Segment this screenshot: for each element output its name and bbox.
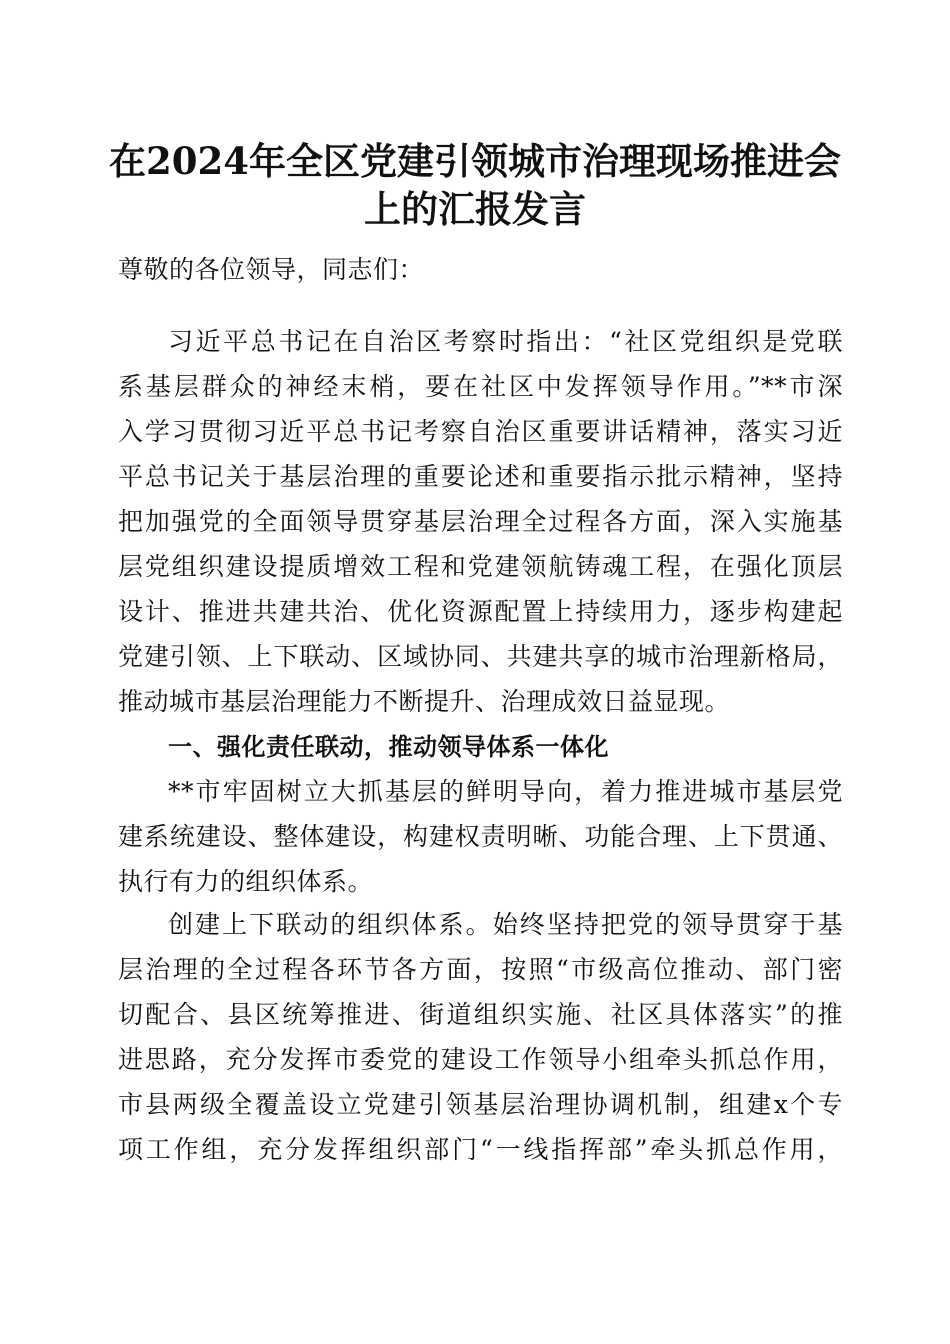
document-title-line-2: 上的汇报发言 bbox=[364, 187, 586, 231]
paragraph-3-line: 市县两级全覆盖设立党建引领基层治理协调机制，组建x个专 bbox=[118, 1090, 843, 1119]
paragraph-1-line: 系基层群众的神经末梢，要在社区中发挥领导作用。”**市深 bbox=[118, 372, 843, 401]
paragraph-1-line: 入学习贯彻习近平总书记考察自治区重要讲话精神，落实习近 bbox=[118, 417, 843, 446]
paragraph-1-line: 把加强党的全面领导贯穿基层治理全过程各方面，深入实施基 bbox=[118, 507, 843, 536]
paragraph-1-line: 设计、推进共建共治、优化资源配置上持续用力，逐步构建起 bbox=[118, 597, 843, 626]
paragraph-2-line: 执行有力的组织体系。 bbox=[118, 867, 374, 896]
paragraph-1-line: 习近平总书记在自治区考察时指出：“社区党组织是党联 bbox=[168, 327, 843, 356]
paragraph-2-line: **市牢固树立大抓基层的鲜明导向，着力推进城市基层党 bbox=[168, 777, 843, 806]
paragraph-1-line: 层党组织建设提质增效工程和党建领航铸魂工程，在强化顶层 bbox=[118, 552, 843, 581]
salutation: 尊敬的各位领导，同志们： bbox=[118, 255, 425, 284]
paragraph-2-line: 建系统建设、整体建设，构建权责明晰、功能合理、上下贯通、 bbox=[118, 822, 843, 851]
section-1-heading: 一、强化责任联动，推动领导体系一体化 bbox=[168, 733, 609, 761]
paragraph-1-line: 党建引领、上下联动、区域协同、共建共享的城市治理新格局， bbox=[118, 642, 843, 671]
paragraph-1-line: 平总书记关于基层治理的重要论述和重要指示批示精神，坚持 bbox=[118, 462, 843, 491]
document-title-line-1: 在2024年全区党建引领城市治理现场推进会 bbox=[109, 139, 841, 183]
paragraph-1-line: 推动城市基层治理能力不断提升、治理成效日益显现。 bbox=[118, 687, 731, 716]
paragraph-3-line: 层治理的全过程各环节各方面，按照“市级高位推动、部门密 bbox=[118, 955, 843, 984]
paragraph-3-line: 创建上下联动的组织体系。始终坚持把党的领导贯穿于基 bbox=[168, 910, 843, 939]
paragraph-3-line: 进思路，充分发挥市委党的建设工作领导小组牵头抓总作用， bbox=[118, 1045, 843, 1074]
paragraph-3-line: 切配合、县区统筹推进、街道组织实施、社区具体落实”的推 bbox=[118, 1000, 843, 1029]
paragraph-3-line: 项工作组，充分发挥组织部门“一线指挥部”牵头抓总作用， bbox=[118, 1135, 843, 1164]
